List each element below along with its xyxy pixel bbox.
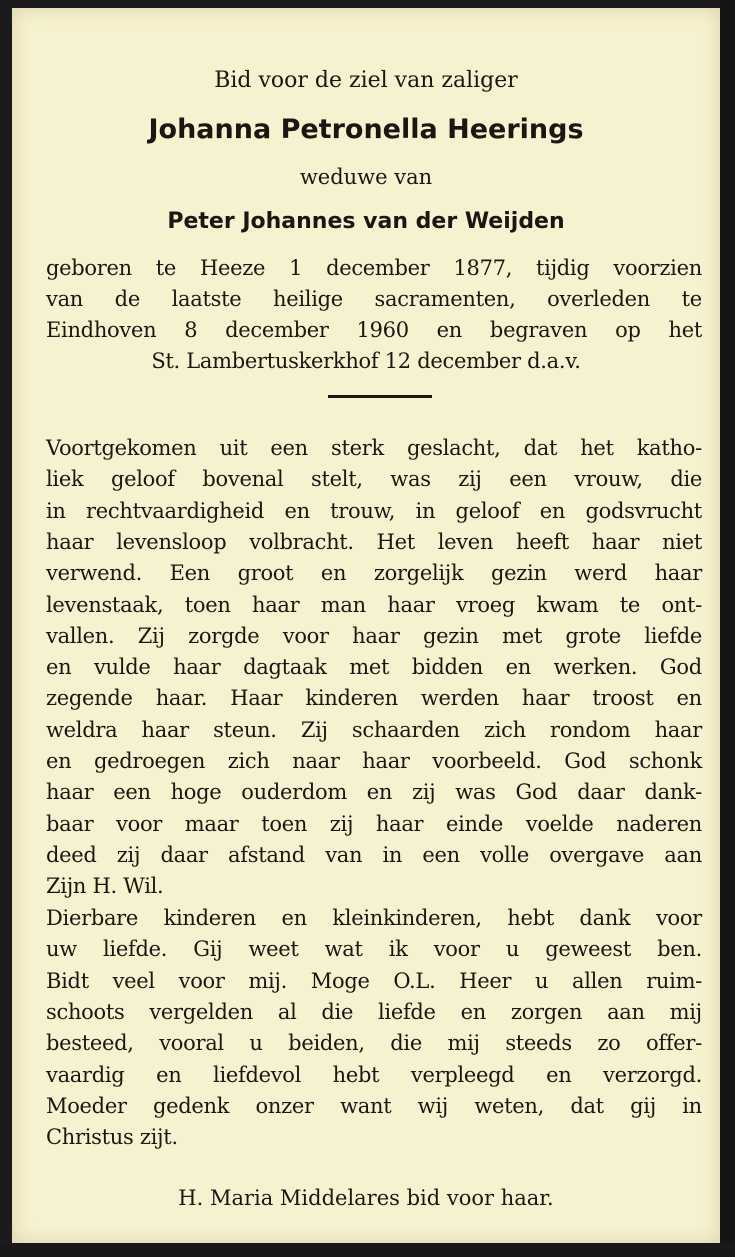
text-line: Bidt veel voor mij. Moge O.L. Heer u allen ruim- <box>46 968 702 993</box>
bio-line: Eindhoven 8 december 1960 en begraven op het <box>46 318 702 342</box>
bio-line: St. Lambertuskerkhof 12 december d.a.v. <box>151 349 581 373</box>
text-line: en vulde haar dagtaak met bidden en werken. God <box>46 655 702 680</box>
text-line: zegende haar. Haar kinderen werden haar troost en <box>46 686 702 711</box>
text-line: en gedroegen zich naar haar voorbeeld. God schonk <box>46 749 702 773</box>
text-line: haar een hoge ouderdom en zij was God daar dank- <box>46 780 702 805</box>
text-line: Christus zijt. <box>46 1125 178 1150</box>
text-line: Zijn H. Wil. <box>46 874 164 899</box>
text-line: in rechtvaardigheid en trouw, in geloof en godsvrucht <box>46 498 702 523</box>
bio-line: van de laatste heilige sacramenten, overleden te <box>46 287 702 311</box>
text-line: liek geloof bovenal stelt, was zij een vrouw, die <box>46 467 702 492</box>
closing-prayer: H. Maria Middelares bid voor haar. <box>178 1186 554 1210</box>
spouse-name: Peter Johannes van der Weijden <box>167 209 565 234</box>
intro-line: Bid voor de ziel van zaliger <box>214 68 518 93</box>
text-line: vallen. Zij zorgde voor haar gezin met grote liefde <box>46 623 702 648</box>
text-line: verwend. Een groot en zorgelijk gezin werd haar <box>46 561 702 586</box>
text-line: baar voor maar toen zij haar einde voelde naderen <box>46 811 702 836</box>
card-shadow-edge <box>720 0 735 1257</box>
text-line: besteed, vooral u beiden, die mij steeds zo offer- <box>46 1031 702 1056</box>
text-line: Voortgekomen uit een sterk geslacht, dat het katho- <box>46 436 702 460</box>
text-line: haar levensloop volbracht. Het leven heeft haar niet <box>46 529 702 554</box>
text-line: schoots vergelden al die liefde en zorgen aan mij <box>46 999 702 1024</box>
text-line: Dierbare kinderen en kleinkinderen, hebt dank voor <box>46 906 702 930</box>
text-line: uw liefde. Gij weet wat ik voor u geweest ben. <box>46 937 702 962</box>
deceased-name: Johanna Petronella Heerings <box>148 114 584 145</box>
text-line: Moeder gedenk onzer want wij weten, dat gij in <box>46 1093 702 1118</box>
text-line: levenstaak, toen haar man haar vroeg kwam te ont- <box>46 592 702 617</box>
text-line: deed zij daar afstand van in een volle overgave aan <box>46 842 702 867</box>
divider-rule <box>328 395 432 398</box>
widow-of-line: weduwe van <box>299 165 433 189</box>
text-line: vaardig en liefdevol hebt verpleegd en verzorgd. <box>46 1062 702 1087</box>
text-line: weldra haar steun. Zij schaarden zich rondom haar <box>46 717 702 742</box>
card-shadow-edge-bottom <box>0 1243 735 1257</box>
memorial-card <box>12 8 720 1243</box>
bio-line: geboren te Heeze 1 december 1877, tijdig voorzien <box>46 256 702 280</box>
